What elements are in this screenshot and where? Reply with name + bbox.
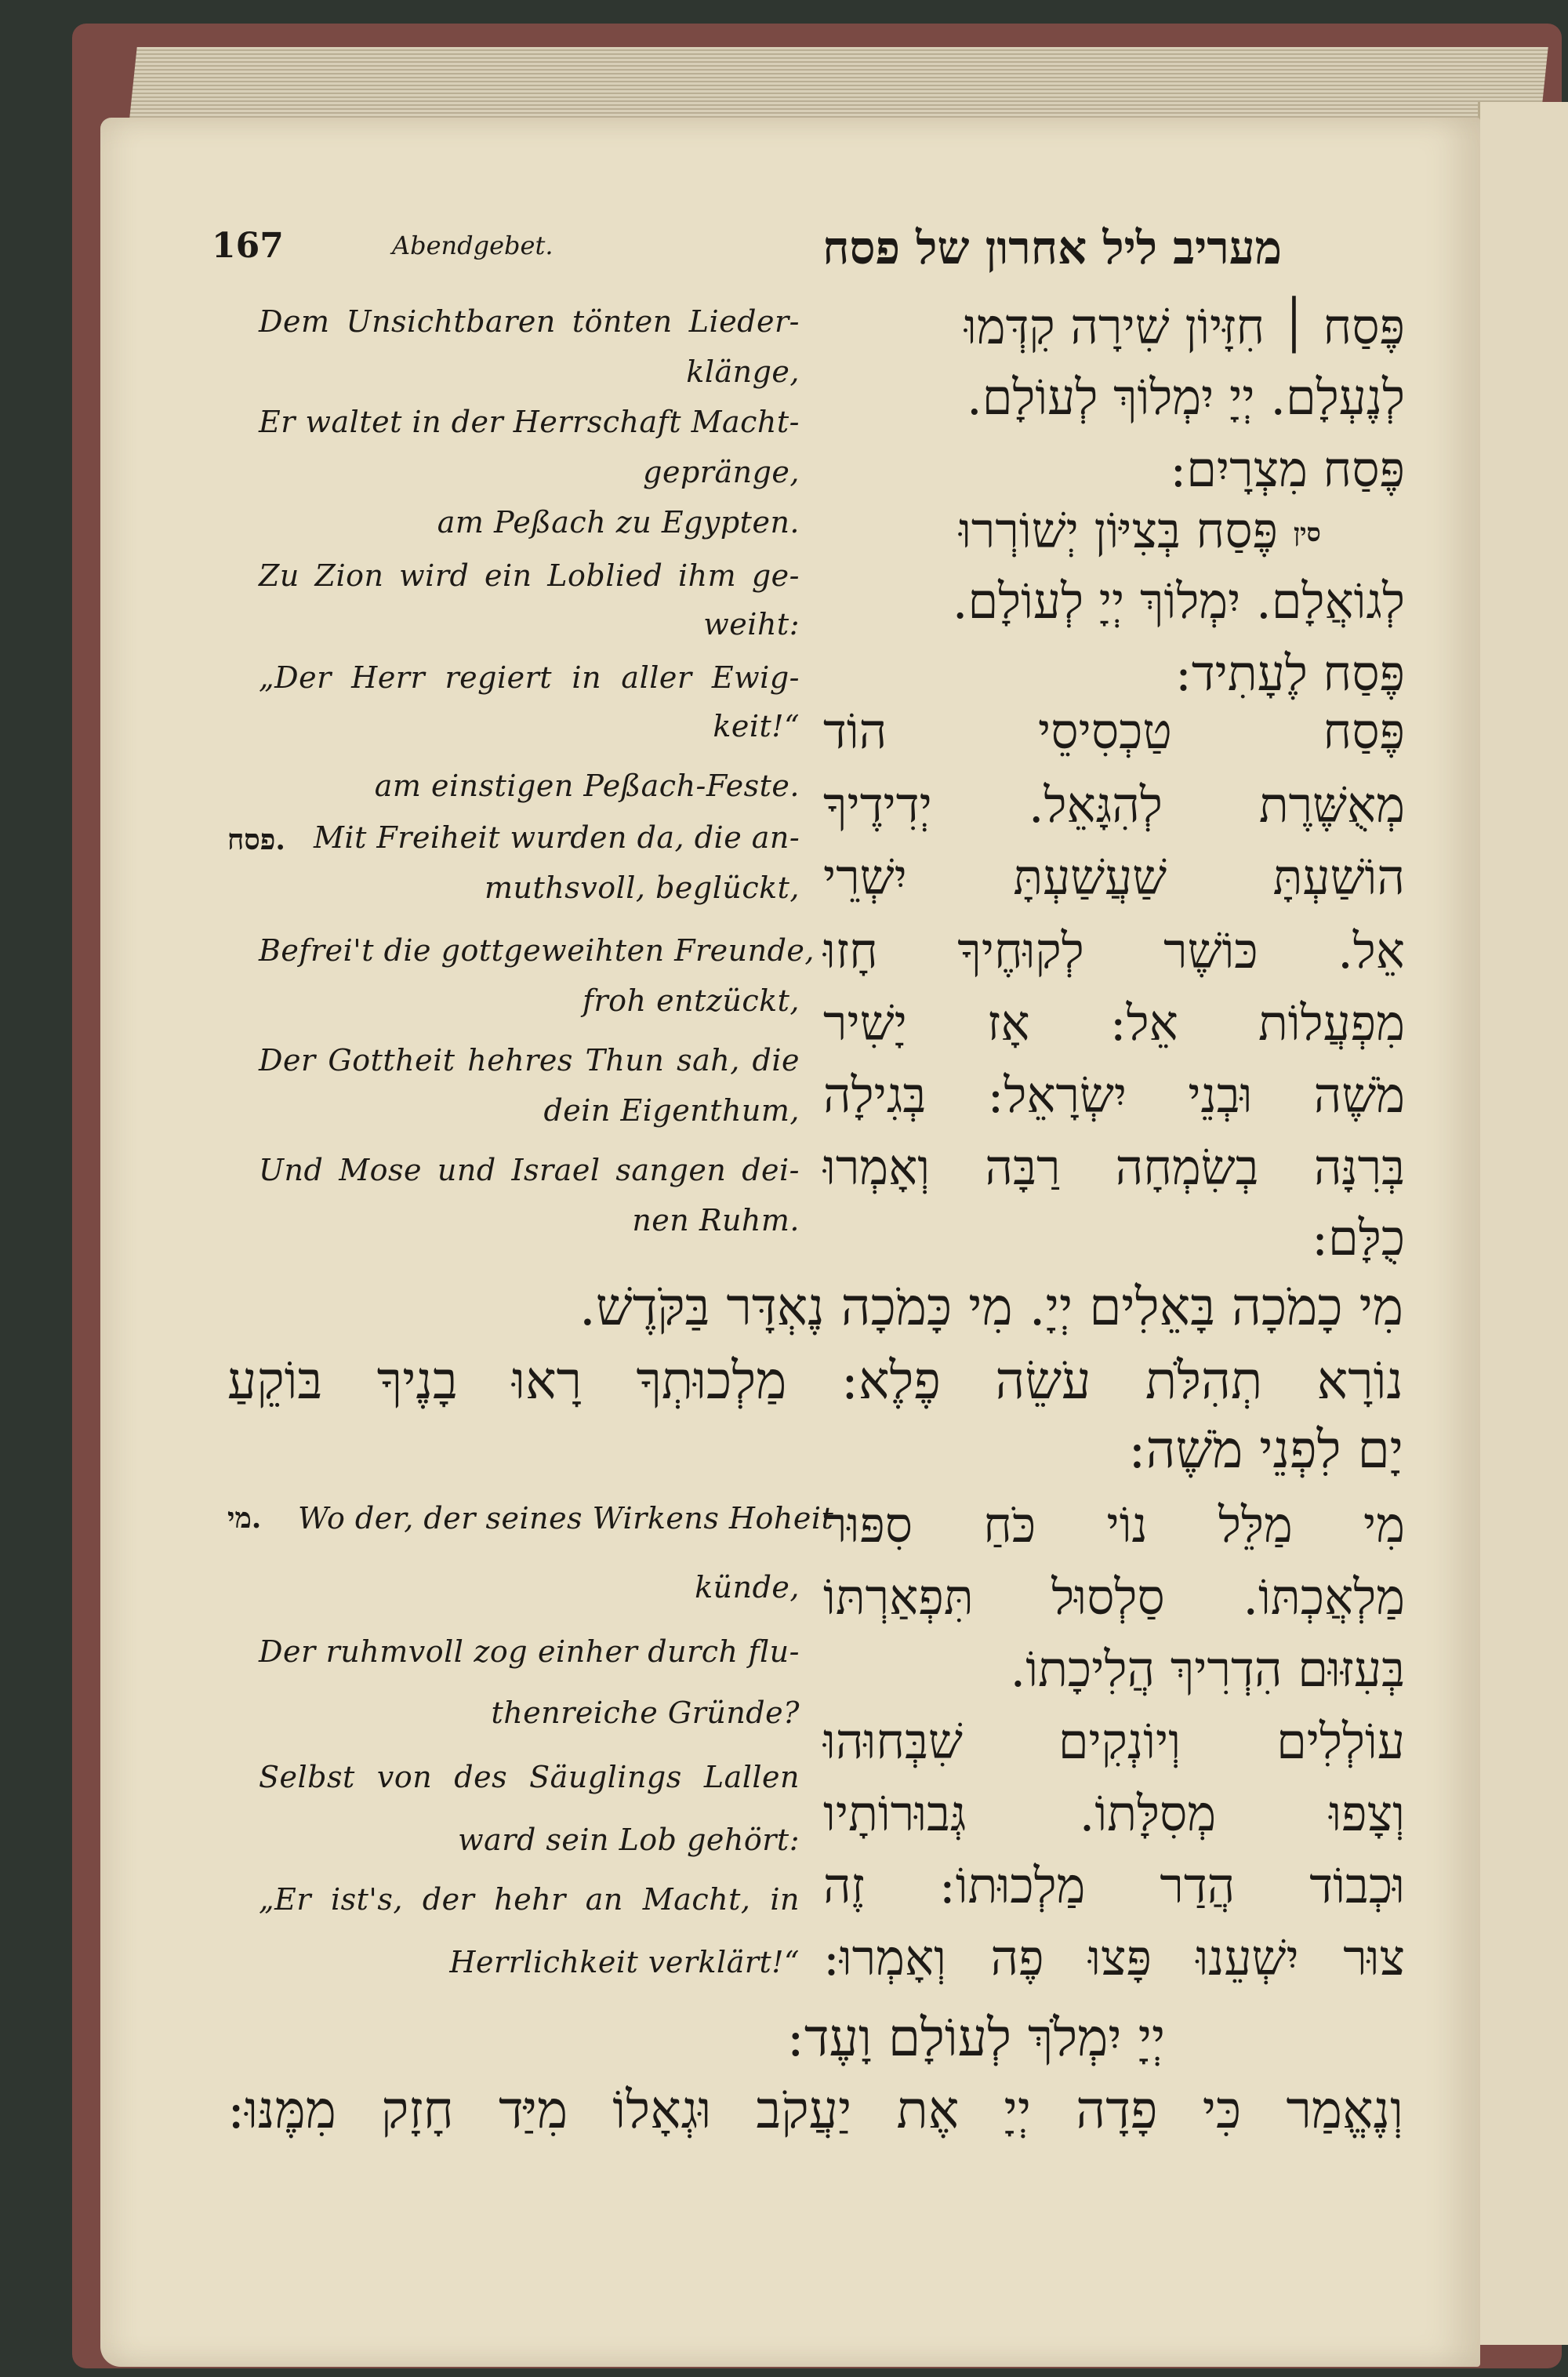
section-marker-pesach: פסח. — [227, 823, 285, 856]
german-line: Dem Unsichtbaren tönten Lieder- — [259, 304, 800, 339]
page-edges — [129, 47, 1548, 118]
hebrew-line: מֹשֶׁה וּבְנֵי יִשְׂרָאֵל: בְּגִילָה — [823, 1067, 1405, 1124]
german-line: am Peßach zu Egypten. — [437, 505, 800, 540]
hebrew-line: צוּר יִשְׁעֵנוּ פָּצוּ פֶה וְאָמְרוּ: — [823, 1929, 1405, 1986]
hebrew-wide-line: יָם לִפְנֵי מֹשֶׁה: — [1128, 1419, 1403, 1480]
hebrew-line: וְצָפוּ מְסִלָּתוֹ. גְּבוּרוֹתָיו — [823, 1785, 1405, 1842]
german-line: nen Ruhm. — [632, 1203, 800, 1238]
hebrew-line: פֶּסַח בְּצִיּוֹן יְשׁוֹרְרוּ — [959, 502, 1278, 559]
hebrew-line: בְּעִזּוּם הִדְרִיךְ הֲלִיכָתוֹ. — [1010, 1641, 1405, 1698]
german-line: thenreiche Gründe? — [491, 1696, 800, 1730]
german-line: Der ruhmvoll zog einher durch flu- — [259, 1634, 800, 1669]
hebrew-wide-line: מִי כָמֹכָה בָּאֵלִים יְיָ. מִי כָּמֹכָה נֶאְדָּר בַּקֹּדֶשׁ. — [579, 1277, 1403, 1337]
german-line: „Er ist's, der hehr an Macht, in — [259, 1882, 800, 1917]
page-number: 167 — [212, 226, 284, 266]
section-marker-mi: מי. — [227, 1502, 262, 1535]
german-line: dein Eigenthum, — [543, 1093, 800, 1128]
german-line: keit!“ — [713, 709, 800, 743]
hebrew-line: מַלְאֲכְתּוֹ. סַלְסוּל תִּפְאַרְתּוֹ — [823, 1568, 1405, 1626]
hebrew-line: מִי מַלֵּל נוֹי כֹּחַ סִפּוּר — [823, 1496, 1405, 1554]
hebrew-line: אֵל. כּוֹשֶׁר לְקוּחֶיךָ חָזוּ — [823, 922, 1405, 980]
hebrew-line: כֻלָּם: — [1312, 1209, 1405, 1267]
hebrew-wide-line: נוֹרָא תְהִלֹּת עֹשֵׂה פֶלֶא: מַלְכוּתְךָ רָאוּ בָנֶיךָ בּוֹקֵעַ — [227, 1350, 1403, 1411]
german-line: gepränge, — [643, 455, 800, 489]
hebrew-line: לְנֶעְלָם. יְיָ יִמְלוֹךְ לְעוֹלָם. — [967, 369, 1405, 426]
hebrew-line: פֶּסַח ׀ חִזָּיוֹן שִׁירָה קִדְּמוּ — [964, 298, 1405, 355]
german-line: Zu Zion wird ein Loblied ihm ge- — [259, 558, 800, 593]
german-line: „Der Herr regiert in aller Ewig- — [259, 660, 800, 695]
hebrew-wide-line: יְיָ יִמְלֹךְ לְעוֹלָם וָעֶד: — [786, 2008, 1166, 2068]
hebrew-line: לְגוֹאֲלָם. יִמְלוֹךְ יְיָ לְעוֹלָם. — [952, 572, 1405, 630]
hebrew-line: מְאֻשֶּׁרֶת לְהִגָּאֵל. יְדִידֶיךָ — [823, 776, 1405, 834]
hebrew-line: הוֹשַׁעְתָּ שַׁעֲשַׁעְתָּ יִשְׁרֵי — [823, 849, 1405, 906]
german-line: Mit Freiheit wurden da, die an- — [314, 820, 800, 855]
german-line: ward sein Lob gehört: — [458, 1823, 800, 1857]
german-line: froh entzückt, — [582, 983, 800, 1018]
hebrew-line: פֶּסַח מִצְרָיִם: — [1170, 441, 1405, 498]
german-line: Er waltet in der Herrschaft Macht- — [259, 405, 800, 439]
hebrew-line: מִפְעֲלוֹת אֵל: אָז יָשִׁיר — [823, 994, 1405, 1052]
hebrew-wide-line: וְנֶאֱמַר כִּי פָדָה יְיָ אֶת יַעֲקֹב וּגְאָלוֹ מִיַּד חָזָק מִמֶּנּוּ: — [227, 2080, 1403, 2140]
hebrew-title: מעריב ליל אחרון של פסח — [822, 221, 1282, 274]
german-line: Der Gottheit hehres Thun sah, die — [259, 1043, 800, 1078]
german-line: Wo der, der seines Wirkens Hoheit — [298, 1501, 834, 1536]
hebrew-line: וּכְבוֹד הֲדַר מַלְכוּתוֹ: זֶה — [823, 1857, 1405, 1914]
german-line: Befrei't die gottgeweihten Freunde, — [259, 933, 815, 968]
german-line: künde, — [695, 1570, 800, 1605]
german-line: Und Mose und Israel sangen dei- — [259, 1153, 800, 1187]
german-line: weiht: — [703, 607, 800, 641]
german-line: klänge, — [686, 354, 800, 389]
hebrew-line: בְּרִנָּה בְשִׂמְחָה רַבָּה וְאָמְרוּ — [823, 1139, 1405, 1196]
section-marker-sin: סין — [1294, 518, 1321, 547]
german-line: am einstigen Peßach-Feste. — [374, 769, 800, 803]
facing-page-edge — [1478, 102, 1568, 2345]
hebrew-line: עוֹלְלִים וְיוֹנְקִים שִׁבְּחוּהוּ — [823, 1713, 1405, 1770]
running-head: Abendgebet. — [392, 231, 554, 260]
hebrew-line: פֶּסַח לֶעָתִיד: — [1174, 645, 1405, 702]
german-line: muthsvoll, beglückt, — [485, 870, 800, 905]
german-line: Selbst von des Säuglings Lallen — [259, 1760, 800, 1794]
hebrew-line: פֶּסַח טַכְסִיסֵי הוֹד — [823, 703, 1405, 760]
german-line: Herrlichkeit verklärt!“ — [449, 1945, 800, 1979]
